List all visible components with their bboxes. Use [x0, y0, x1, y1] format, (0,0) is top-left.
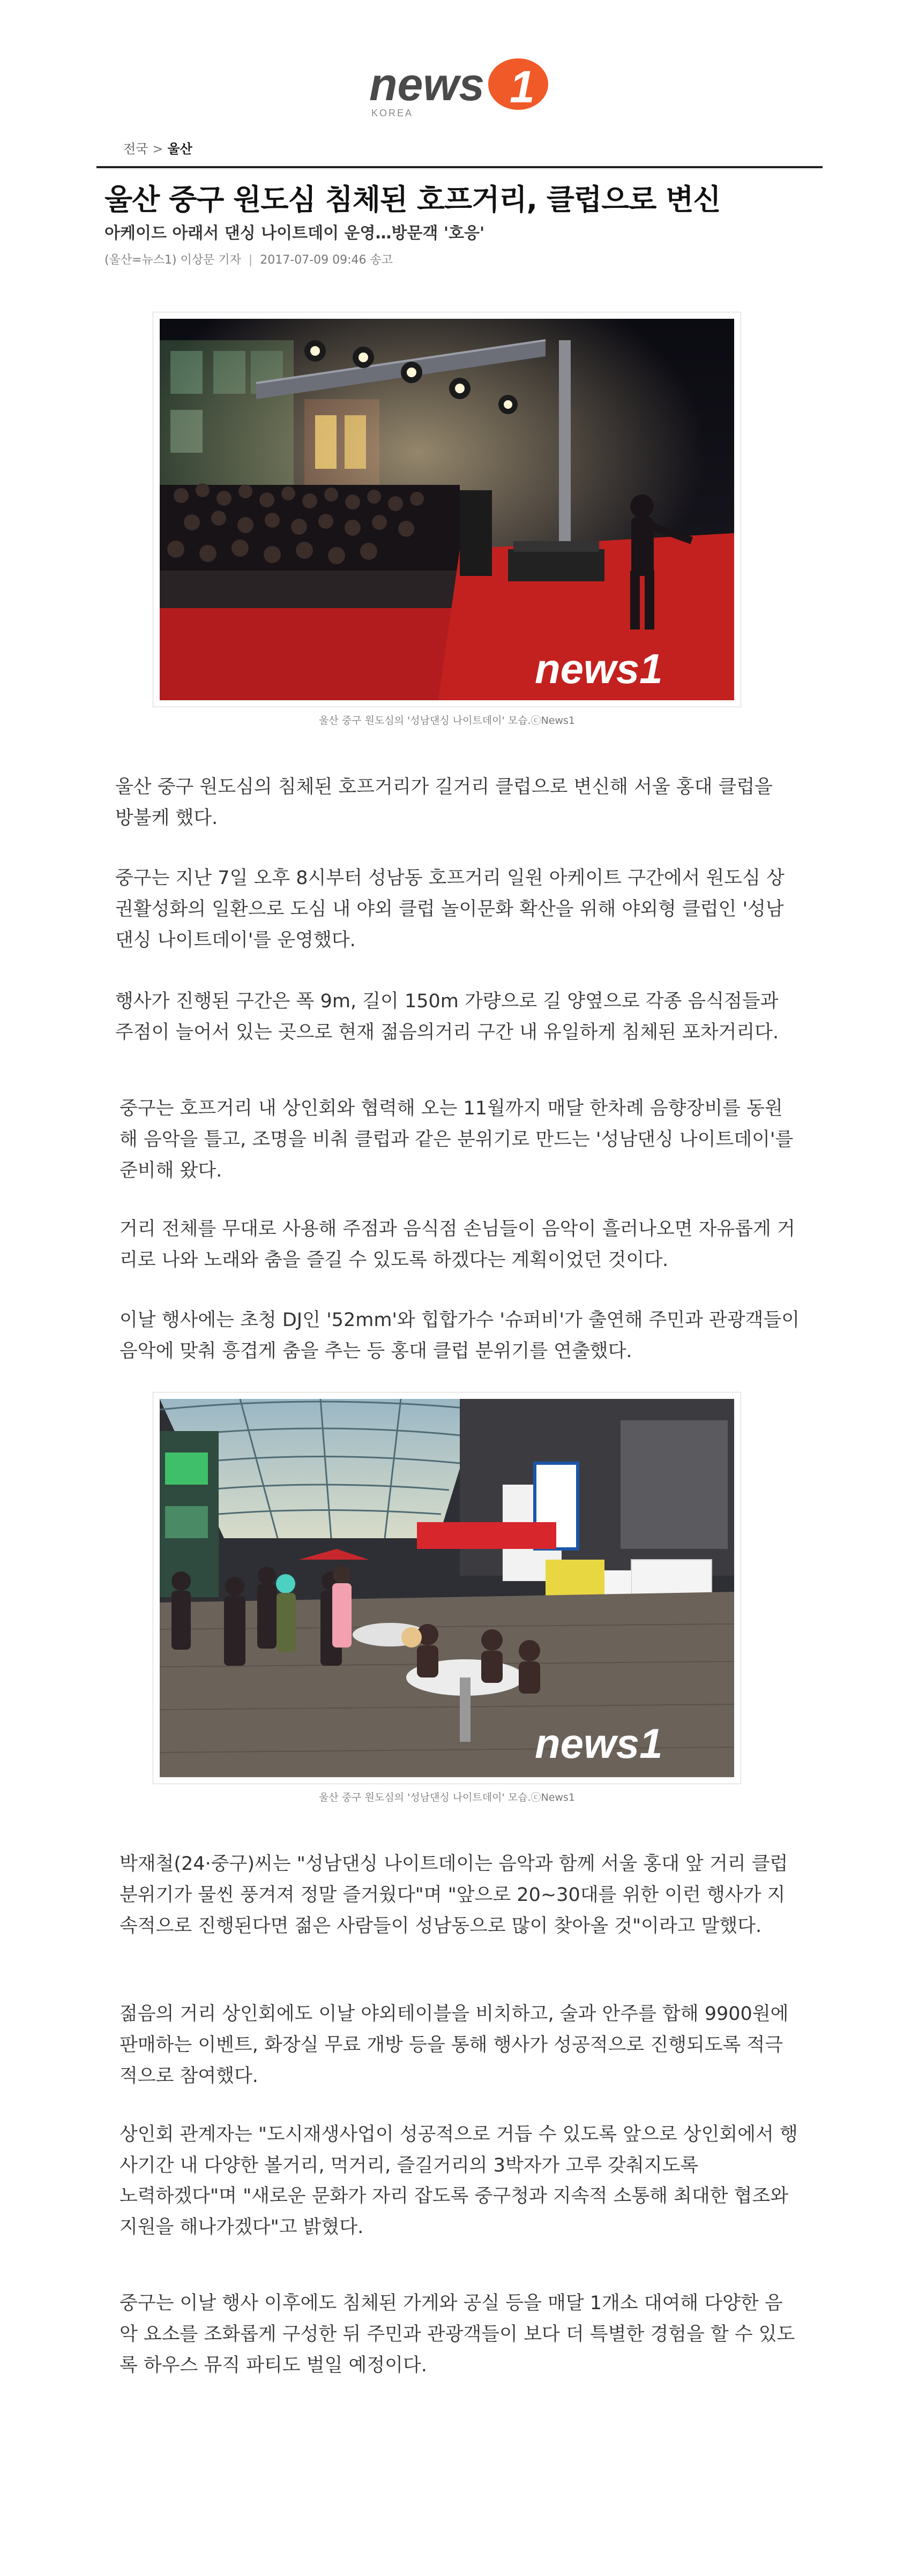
article-headline: 울산 중구 원도심 침체된 호프거리, 클럽으로 변신 [104, 183, 721, 216]
article-photo-1[interactable] [153, 312, 741, 707]
article-photo-2[interactable] [153, 1392, 741, 1784]
byline-date: 2017-07-09 09:46 송고 [260, 253, 393, 267]
article-paragraph-10: 노력하겠다"며 "새로운 문화가 자리 잡도록 중구청과 지속적 소통해 최대한 협조와 지원을 해나가겠다"고 밝혔다. [120, 2185, 789, 2238]
logo-subtext: KOREA [371, 108, 414, 118]
concert-photo [160, 319, 734, 700]
article-paragraph-2: 중구는 지난 7일 오후 8시부터 성남동 호프거리 일원 아케이트 구간에서 원도심 상권활성화의 일환으로 도심 내 야외 클럽 놀이문화 확산을 위해 야외형 클럽인 '성남댄싱 나이트데이'를 운영했다. [115, 867, 785, 951]
breadcrumb-current[interactable]: 울산 [167, 141, 192, 156]
article-subhead: 아케이드 아래서 댄싱 나이트데이 운영…방문객 '호응' [104, 224, 485, 243]
article-paragraph-6: 이날 행사에는 초청 DJ인 '52mm'와 힙합가수 '슈퍼비'가 출연해 주민과 관광객들이 음악에 맞춰 흥겹게 춤을 추는 등 홍대 클럽 분위기를 연출했다. [120, 1309, 800, 1362]
article-paragraph-9: 상인회 관계자는 "도시재생사업이 성공적으로 거듭 수 있도록 앞으로 상인회에서 행사기간 내 다양한 볼거리, 먹거리, 즐길거리의 3박자가 고루 갖춰지도록 [120, 2124, 798, 2176]
article-byline [104, 251, 393, 267]
article-paragraph-8: 젊음의 거리 상인회에도 이날 야외테이블을 비치하고, 술과 안주를 합해 9900원에 판매하는 이벤트, 화장실 무료 개방 등을 통해 행사가 성공적으로 진행되도록 적극적으로 참여했다. [120, 2003, 789, 2087]
logo-wordmark: news [369, 59, 485, 110]
header-divider [96, 166, 823, 168]
breadcrumb-parent-link[interactable]: 전국 [123, 141, 148, 156]
photo-caption-2: 울산 중구 원도심의 '성남댄싱 나이트데이' 모습.ⓒNews1 [319, 1792, 575, 1803]
breadcrumb [123, 138, 192, 157]
article-paragraph-3: 행사가 진행된 구간은 폭 9m, 길이 150m 가량으로 길 양옆으로 각종 음식점들과 주점이 늘어서 있는 곳으로 현재 젊음의거리 구간 내 유일하게 침체된 포차거리다. [115, 991, 779, 1043]
byline-reporter: (울산=뉴스1) 이상문 기자 [104, 253, 241, 267]
photo-watermark: news1 [535, 1720, 663, 1767]
article-paragraph-5: 거리 전체를 무대로 사용해 주점과 음식점 손님들이 음악이 흘러나오면 자유롭게 거리로 나와 노래와 춤을 즐길 수 있도록 하겠다는 계획이었던 것이다. [120, 1218, 795, 1271]
breadcrumb-separator: > [152, 141, 163, 156]
photo-caption-1: 울산 중구 원도심의 '성남댄싱 나이트데이' 모습.ⓒNews1 [319, 715, 575, 727]
article-paragraph-7: 박재철(24·중구)씨는 "성남댄싱 나이트데이는 음악과 함께 서울 홍대 앞 거리 클럽 분위기가 물씬 풍겨져 정말 즐거웠다"며 "앞으로 20~30대를 위한 이런 행사가 지속적으로 진행된다면 젊은 사람들이 성남동으로 많이 찾아올 것"이라고 말했다. [120, 1853, 788, 1937]
article-paragraph-4: 중구는 호프거리 내 상인회와 협력해 오는 11월까지 매달 한차례 음향장비를 동원해 음악을 틀고, 조명을 비춰 클럽과 같은 분위기로 만드는 '성남댄싱 나이트데이'를 준비해 왔다. [120, 1098, 794, 1181]
photo-watermark: news1 [535, 645, 663, 692]
article-paragraph-11: 중구는 이날 행사 이후에도 침체된 가게와 공실 등을 매달 1개소 대여해 다양한 음악 요소를 조화롭게 구성한 뒤 주민과 관광객들이 보다 더 특별한 경험을 할 수 있도록 하우스 뮤직 파티도 벌일 예정이다. [120, 2293, 795, 2376]
street-photo [160, 1399, 734, 1777]
article-paragraph-1: 울산 중구 원도심의 침체된 호프거리가 길거리 클럽으로 변신해 서울 홍대 클럽을 방불케 했다. [115, 776, 773, 829]
news1-logo[interactable] [367, 56, 560, 121]
logo-numeral: 1 [510, 62, 535, 112]
byline-divider: | [248, 253, 253, 267]
